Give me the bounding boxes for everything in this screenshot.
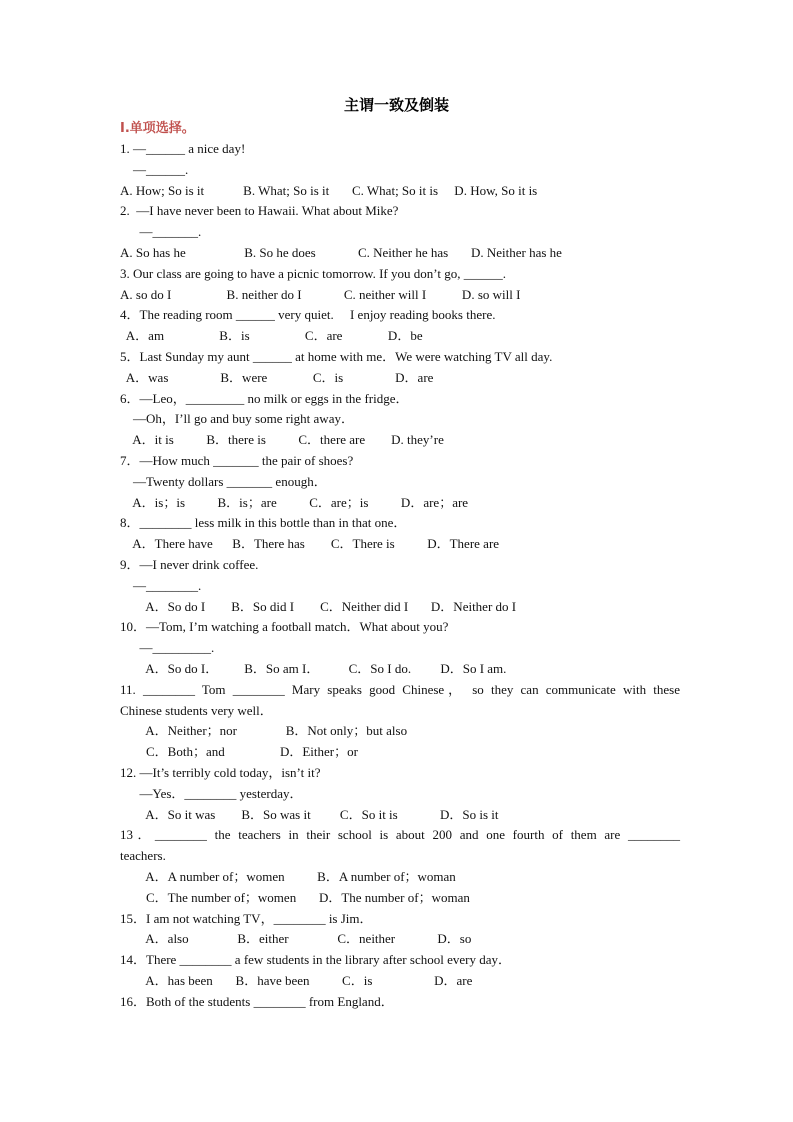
options-line: A. How; So is it B. What; So is it C. What; So it is D. How, So it is <box>120 183 538 198</box>
question-line: —Yes．________ yesterday． <box>120 786 303 801</box>
question-line: 14．There ________ a few students in the library after school every day． <box>120 952 511 967</box>
question-line: 11. ________ Tom ________ Mary speaks good Chinese， so they can communicate with these <box>120 682 680 697</box>
options-line: A．am B．is C．are D．be <box>120 328 423 343</box>
section-heading: I.单项选择。 <box>120 121 195 136</box>
question-line: —________. <box>120 578 202 593</box>
question-line: —_______. <box>120 224 202 239</box>
options-line: A．A number of；women B．A number of；woman <box>120 869 456 884</box>
options-line: A. So has he B. So he does C. Neither he has D. Neither has he <box>120 245 562 260</box>
options-line: A．it is B．there is C．there are D. they’re <box>120 432 444 447</box>
options-line: A．So do I B．So did I C．Neither did I D．Neither do I <box>120 599 517 614</box>
page-title: 主谓一致及倒装 <box>343 96 449 114</box>
question-line: 16．Both of the students ________ from England． <box>120 994 394 1009</box>
options-line: A．is；is B．is；are C．are；is D．are；are <box>120 495 469 510</box>
question-line: Chinese students very well． <box>120 703 273 718</box>
question-line: 6．—Leo，_________ no milk or eggs in the fridge． <box>120 391 409 406</box>
question-line: 7．—How much _______ the pair of shoes? <box>120 453 354 468</box>
question-line: —______. <box>120 162 189 177</box>
question-line: 5．Last Sunday my aunt ______ at home with me．We were watching TV all day. <box>120 349 553 364</box>
options-line: A．was B．were C．is D．are <box>120 370 434 385</box>
options-line: A．So it was B．So was it C．So it is D．So is it <box>120 807 499 822</box>
question-line: teachers. <box>120 848 166 863</box>
options-line: A. so do I B. neither do I C. neither will I D. so will I <box>120 287 521 302</box>
options-line: A．There have B．There has C．There is D．There are <box>120 536 500 551</box>
question-line: 13．________ the teachers in their school is about 200 and one fourth of them are ________ <box>120 827 680 842</box>
options-line: A．has been B．have been C．is D．are <box>120 973 473 988</box>
options-line: A．Neither；nor B．Not only；but also <box>120 723 408 738</box>
question-line: —_________. <box>120 640 215 655</box>
question-line: 4．The reading room ______ very quiet. I enjoy reading books there. <box>120 307 496 322</box>
options-line: A．So do I． B．So am I． C．So I do. D．So I am. <box>120 661 507 676</box>
question-line: 15．I am not watching TV，________ is Jim． <box>120 911 373 926</box>
question-line: —Oh，I’ll go and buy some right away． <box>120 411 354 426</box>
question-line: 3. Our class are going to have a picnic tomorrow. If you don’t go, ______. <box>120 266 506 281</box>
question-line: 8．________ less milk in this bottle than in that one． <box>120 515 407 530</box>
question-line: 10．—Tom, I’m watching a football match．What about you? <box>120 619 449 634</box>
question-line: 12. —It’s terribly cold today，isn’t it? <box>120 765 321 780</box>
question-line: 9．—I never drink coffee. <box>120 557 259 572</box>
options-line: C．The number of；women D．The number of；woman <box>120 890 470 905</box>
options-line: C．Both；and D．Either；or <box>120 744 358 759</box>
question-line: —Twenty dollars _______ enough． <box>120 474 327 489</box>
options-line: A．also B．either C．neither D．so <box>120 931 472 946</box>
question-line: 1. —______ a nice day! <box>120 141 246 156</box>
question-line: 2. —I have never been to Hawaii. What about Mike? <box>120 203 399 218</box>
